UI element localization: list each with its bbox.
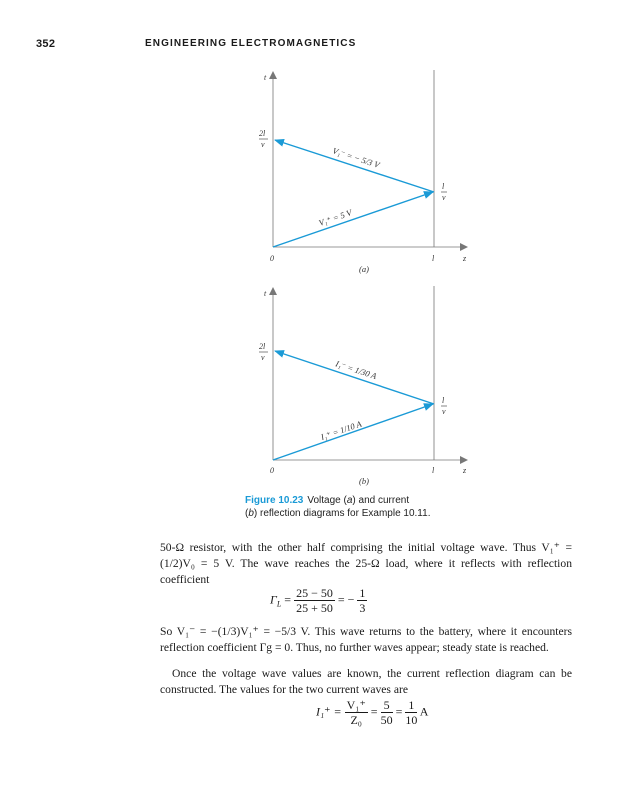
l-tick-label-a: l	[432, 254, 435, 263]
panel-a	[259, 70, 467, 274]
caption-text-3: ) reflection diagrams for Example 10.11.	[253, 508, 431, 519]
reflected-wave-line-b	[275, 351, 434, 404]
eq2-lhs: I₁⁺ =	[316, 704, 342, 719]
sub-label-b: (b)	[359, 476, 369, 486]
t-axis-label-a: t	[264, 73, 267, 82]
t1-num-b: l	[442, 396, 445, 405]
eq1-lhs-sub: L	[276, 599, 282, 609]
t2-num-a: 2l	[259, 129, 266, 138]
forward-wave-label-a: V₁⁺ = 5 V	[317, 207, 353, 228]
figure-caption: Figure 10.23 Voltage (a) and current (b) reflection diagrams for Example 10.11.	[245, 495, 431, 519]
caption-b: b	[248, 508, 254, 519]
t1-num-a: l	[442, 182, 445, 191]
sub-label-a: (a)	[359, 264, 369, 274]
eq1-result-num: 1	[359, 586, 366, 600]
caption-a: a	[346, 495, 353, 506]
eq2-fraction-1	[345, 698, 368, 727]
eq1-result-sign: = −	[337, 592, 355, 607]
eq1-den: 25 + 50	[296, 601, 333, 615]
figure-label: Figure 10.23	[245, 495, 304, 506]
caption-text-2: ) and current	[352, 495, 410, 506]
origin-label-a: 0	[270, 254, 274, 263]
eq2-unit: A	[419, 704, 429, 719]
eq1-fraction	[294, 586, 335, 615]
eq2-fraction-3	[405, 698, 417, 727]
eq1-result-fraction	[357, 586, 367, 615]
z-axis-label-a: z	[463, 254, 467, 263]
forward-wave-line-b	[273, 404, 433, 460]
paragraph-2: So V₁⁻ = −(1/3)V₁⁺ = −5/3 V. This wave returns to the battery, where it encounters reflection coefficient Γg = 0. Thus, no further waves appear; steady state is reached.	[160, 625, 572, 654]
eq1-result-den: 3	[359, 601, 366, 615]
equation-reflection-coefficient: $\Gamma_L$ = $\frac{25 - 50}{25 + 50}$ = − $\frac{1}{3}$	[270, 586, 366, 615]
t2-den-b: v	[261, 353, 265, 362]
page-number: 352	[36, 38, 56, 50]
paragraph-3: Once the voltage wave values are known, the current reflection diagram can be constructed. The values for the two current waves are	[160, 667, 572, 696]
panel-b	[259, 286, 467, 486]
reflected-wave-label-b: I₁⁻ = 1/30 A	[334, 358, 378, 382]
t2-den-a: v	[261, 140, 265, 149]
eq2-den1: Z₀	[350, 713, 362, 727]
eq2-num2: 5	[381, 698, 393, 713]
l-tick-label-b: l	[432, 466, 435, 475]
eq2-num1: V₁⁺	[346, 698, 366, 712]
paragraph-1: 50-Ω resistor, with the other half comprising the initial voltage wave. Thus V₁⁺ = (1/2)V₀ = 5 V. The wave reaches the 25-Ω load, where it reflects with reflection coefficient	[160, 541, 572, 586]
forward-wave-line-a	[273, 192, 433, 247]
forward-wave-label-b: I₁⁺ = 1/10 A	[319, 418, 363, 442]
eq1-num: 25 − 50	[296, 586, 333, 600]
t2-num-b: 2l	[259, 342, 266, 351]
t1-den-b: v	[442, 407, 446, 416]
equation-current-wave: I₁⁺ = $\frac{\text{V₁⁺}}{\text{Z₀}}$ = $\frac{5}{50}$ = $\frac{1}{10}$ A	[316, 698, 429, 727]
t-axis-label-b: t	[264, 289, 267, 298]
eq1-lhs: Γ	[270, 592, 277, 607]
reflected-wave-line-a	[275, 140, 434, 192]
origin-label-b: 0	[270, 466, 274, 475]
z-axis-label-b: z	[463, 466, 467, 475]
eq2-den3: 10	[405, 713, 418, 727]
t1-den-a: v	[442, 193, 446, 202]
eq2-den2: 50	[380, 713, 393, 727]
caption-text-1: Voltage (	[307, 495, 347, 506]
reflected-wave-label-a: V₁⁻ = − 5/3 V	[331, 145, 381, 170]
running-head: ENGINEERING ELECTROMAGNETICS	[145, 38, 357, 49]
eq2-fraction-2	[381, 698, 393, 727]
eq2-num3: 1	[405, 698, 417, 713]
